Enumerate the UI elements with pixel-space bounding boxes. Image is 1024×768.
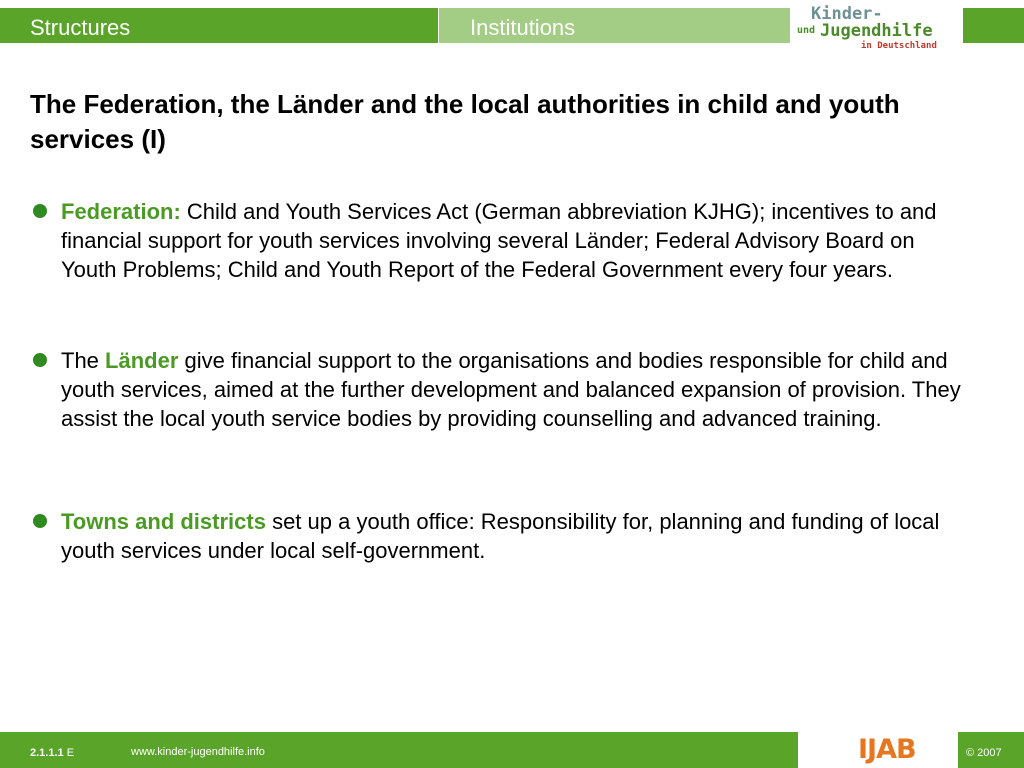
page-title: The Federation, the Länder and the local authorities in child and youth services (I) xyxy=(30,89,900,154)
footer-right-block xyxy=(958,732,1024,768)
filled-circle-icon xyxy=(33,204,47,218)
ijab-logo: IJAB xyxy=(858,734,916,765)
bullet-highlight: Federation: xyxy=(61,199,181,224)
kinder-jugendhilfe-logo xyxy=(795,2,961,54)
filled-circle-icon xyxy=(33,514,47,528)
slide-code-number: 2.1.1.1 xyxy=(30,747,64,759)
footer-url-link[interactable]: www.kinder-jugendhilfe.info xyxy=(131,746,265,758)
bullet-text xyxy=(61,197,961,284)
slide-code-suffix: E xyxy=(63,747,75,759)
filled-circle-icon xyxy=(33,353,47,367)
tab-structures[interactable] xyxy=(0,8,438,43)
footer-bar xyxy=(0,732,1024,768)
slide-code xyxy=(30,747,74,759)
copyright-text: © 2007 xyxy=(966,747,1002,759)
bullet-body: give financial support to the organisations and bodies responsible for child and youth services, aimed at the further development and balanced expansion of provision. They assist the local youth service bodies by providing counselling and advanced training. xyxy=(61,348,961,431)
tab-institutions[interactable] xyxy=(439,8,790,43)
bullet-highlight: Länder xyxy=(105,348,179,373)
footer-left-block xyxy=(0,732,798,768)
bullet-lead: The xyxy=(61,348,106,373)
footer-logo-block xyxy=(798,732,958,768)
logo-line-und: und xyxy=(797,25,816,36)
bullet-highlight: Towns and districts xyxy=(61,509,266,534)
logo-line-jugendhilfe: Jugendhilfe xyxy=(820,21,933,41)
tab-structures-label: Structures xyxy=(30,15,131,40)
tab-institutions-label: Institutions xyxy=(470,15,576,40)
bullet-body: Child and Youth Services Act (German abbreviation KJHG); incentives to and financial support for youth services involving several Länder; Federal Advisory Board on Youth Problems; Child and Youth Report of the Federal Government every four years. xyxy=(61,199,937,282)
logo-line-deutschland: in Deutschland xyxy=(861,41,937,51)
logo-line-kinder: Kinder- xyxy=(811,4,883,24)
bullet-text xyxy=(61,507,961,565)
bullet-body: set up a youth office: Responsibility for, planning and funding of local youth services under local self-government. xyxy=(61,509,940,563)
header-right-block xyxy=(963,8,1024,43)
bullet-text xyxy=(61,346,961,433)
